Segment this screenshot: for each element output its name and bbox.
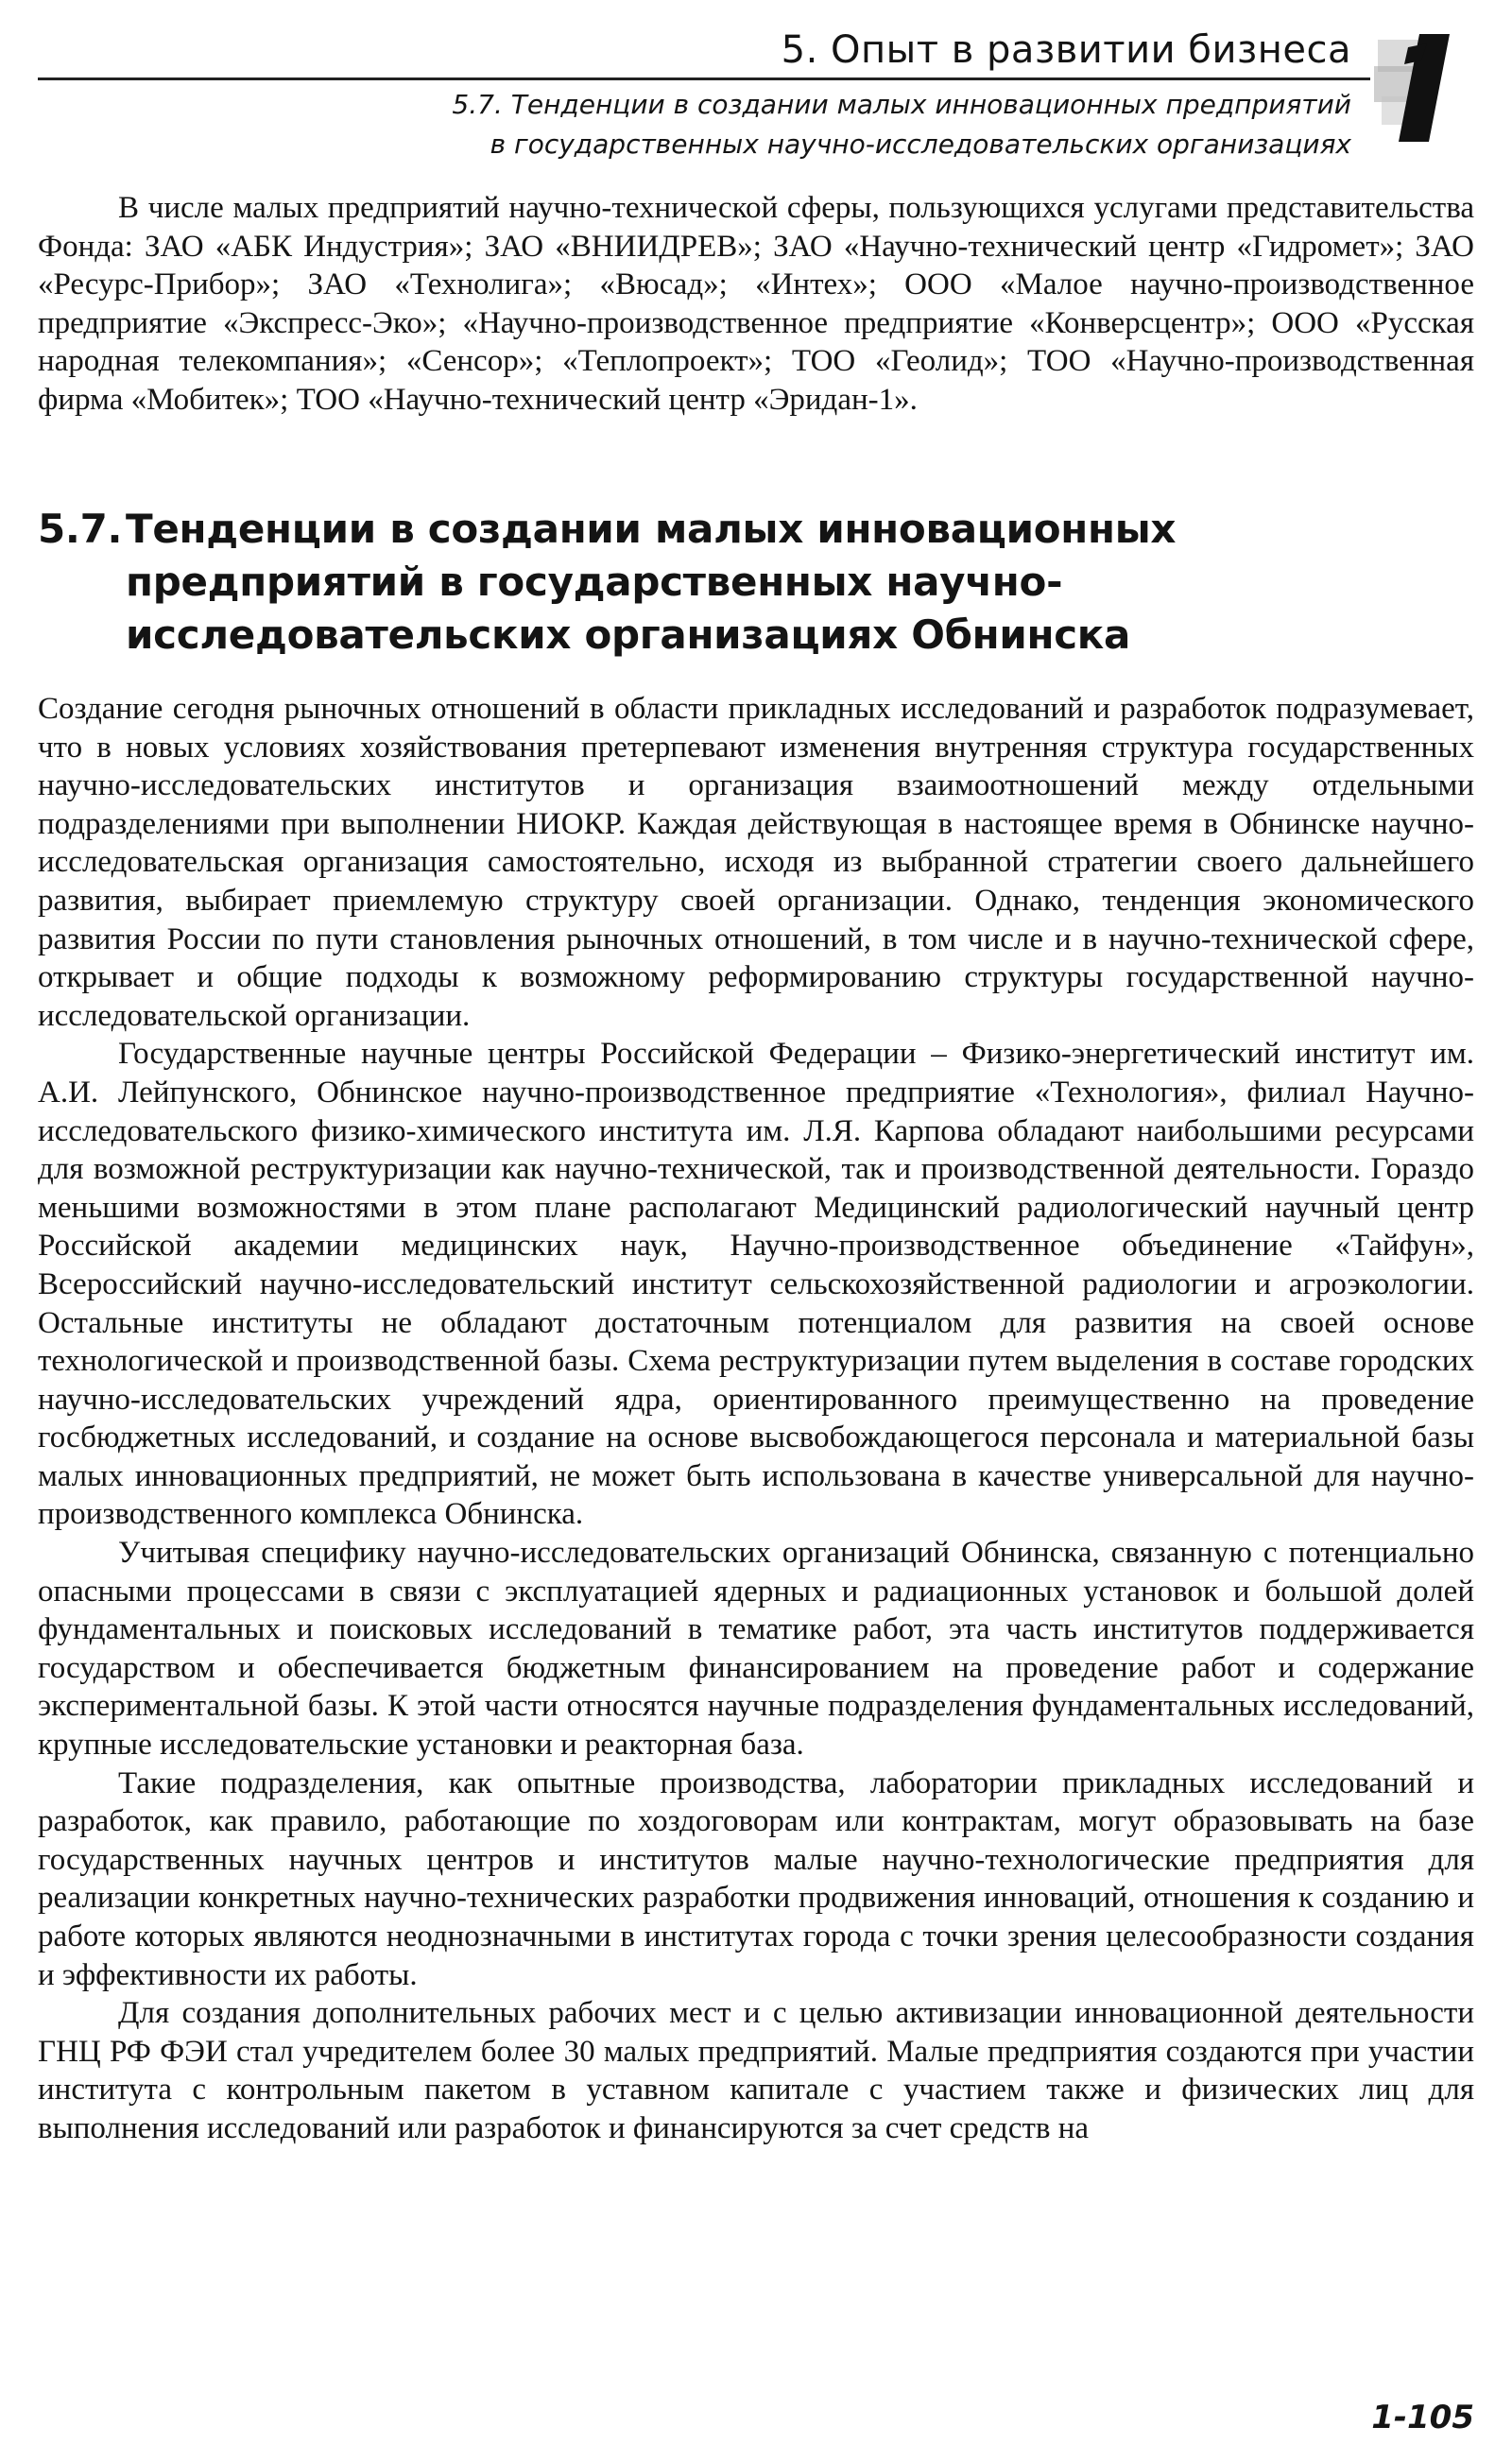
body-paragraph: Учитывая специфику научно-исследовательских организаций Обнинска, связанную с потенциально опасными процессами в связи с эксплуатацией ядерных и радиационных установок и большой долей фундаментальных и поисковых исследований в тематике работ, эта часть институтов поддерживается государством и обеспечивается бюджетным финансированием на проведение работ и содержание экспериментальной базы. К этой части относятся научные подразделения фундаментальных исследований, крупные исследовательские установки и реакторная база. [38, 1536, 1474, 1763]
running-head-section: 5. Опыт в развитии бизнеса [781, 28, 1351, 72]
body-paragraph: Государственные научные центры Российской Федерации – Физико-энергетический институт им. А.И. Лейпунского, Обнинское научно-производственное предприятие «Технология», филиал Научно-исследовательского физико-химического института им. Л.Я. Карпова обладают наибольшими ресурсами для возможной реструктуризации как научно-технической, так и производственной деятельности. Гораздо меньшими возможностями в этом плане располагают Медицинский радиологический научный центр Российской академии медицинских наук, Научно-производственное объединение «Тайфун», Всероссийский научно-исследовательский институт сельскохозяйственной радиологии и агроэкологии. Остальные институты не обладают достаточным потенциалом для развития на своей основе технологической и производственной базы. Схема реструктуризации путем выделения в составе городских научно-исследовательских учреждений ядра, ориентированного преимущественно на проведение госбюджетных исследований, и создание на основе высвобождающегося персонала и материальной базы малых инновационных предприятий, не может быть использована в качестве универсальной для научно-производственного комплекса Обнинска. [38, 1037, 1474, 1532]
body-paragraph: Создание сегодня рыночных отношений в области прикладных исследований и разработок подразумевает, что в новых условиях хозяйствования претерпевают изменения внутренняя структура государственных научно-исследовательских институтов и организация взаимоотношений между отдельными подразделениями при выполнении НИОКР. Каждая действующая в настоящее время в Обнинске научно-исследовательская организация самостоятельно, исходя из выбранной стратегии своего дальнейшего развития, выбирает приемлемую структуру своей организации. Однако, тенденция экономического развития России по пути становления рыночных отношений, в том числе и в научно-технической сфере, открывает и общие подходы к возможному реформированию структуры государственной научно-исследовательской организации. [38, 692, 1474, 1033]
body-text [38, 690, 1474, 2148]
running-head [38, 28, 1474, 161]
section-title: Тенденции в создании малых инновационных предприятий в государственных научно-исследовательских организациях Обнинска [126, 506, 1177, 658]
running-head-subsection-line: в государственных научно-исследовательских организациях [490, 129, 1351, 160]
body-paragraph: Такие подразделения, как опытные производства, лаборатории прикладных исследований и разработок, как правило, работающие по хоздоговорам или контрактам, могут образовывать на базе государственных научных центров и институтов малые научно-технологические предприятия для реализации конкретных научно-технических разработки продвижения инноваций, отношения к созданию и работе которых являются неоднозначными в институтах города с точки зрения целесообразности создания и эффективности их работы. [38, 1765, 1474, 1992]
running-head-subsection [452, 85, 1351, 164]
running-head-rule [38, 77, 1370, 80]
page-number: 1-105 [1371, 2399, 1474, 2436]
chapter-marker-icon [1370, 30, 1455, 148]
section-number: 5.7. [38, 506, 123, 552]
running-head-subsection-line: 5.7. Тенденции в создании малых инновационных предприятий [452, 89, 1351, 120]
body-paragraph: Для создания дополнительных рабочих мест и с целью активизации инновационной деятельности ГНЦ РФ ФЭИ стал учредителем более 30 малых предприятий. Малые предприятия создаются при участии института с контрольным пакетом в уставном капитале с участием также и физических лиц для выполнения исследований или разработок и финансируются за счет средств на [38, 1996, 1474, 2145]
intro-paragraph: В числе малых предприятий научно-технической сферы, пользующихся услугами представительства Фонда: ЗАО «АБК Индустрия»; ЗАО «ВНИИДРЕВ»; ЗАО «Научно-технический центр «Гидромет»; ЗАО «Ресурс-Прибор»; ЗАО «Технолига»; «Вюсад»; «Интех»; ООО «Малое научно-производственное предприятие «Экспресс-Эко»; «Научно-производственное предприятие «Конверсцентр»; ООО «Русская народная телекомпания»; «Сенсор»; «Теплопроект»; ТОО «Геолид»; ТОО «Научно-производственная фирма «Мобитек»; ТОО «Научно-технический центр «Эридан-1». [38, 191, 1474, 417]
section-heading [38, 503, 1455, 662]
intro-text [38, 189, 1474, 420]
